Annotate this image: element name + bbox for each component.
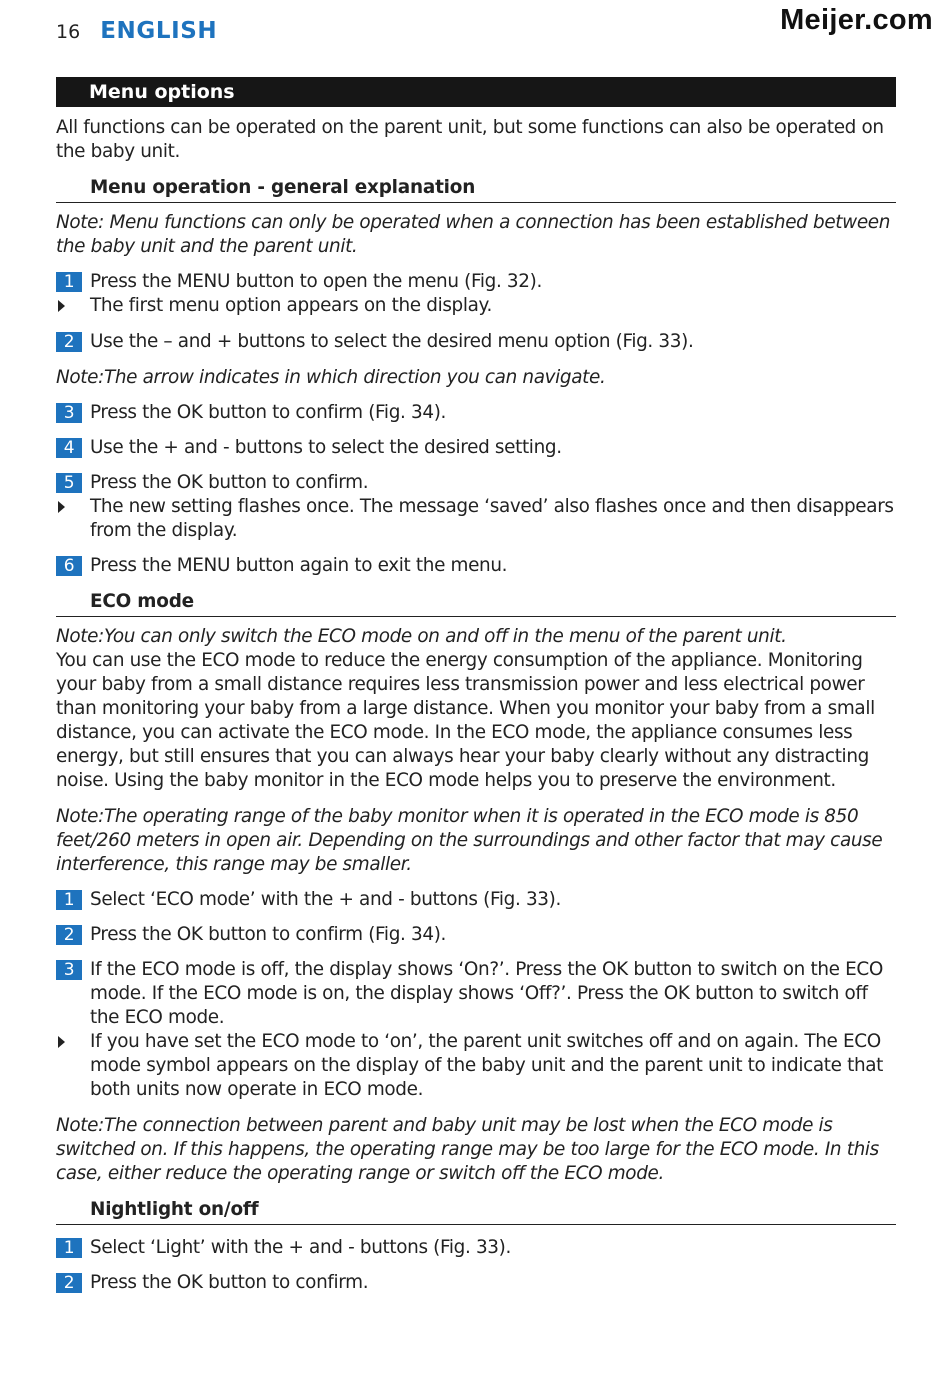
result-arrow-icon — [58, 1036, 65, 1048]
heading-menu-operation: Menu operation - general explanation — [56, 176, 896, 203]
note-menu-connection: Note: Menu functions can only be operated when a connection has been established between the baby unit and the parent unit. — [56, 212, 891, 257]
menu-step-1-result — [56, 294, 896, 319]
step-number-badge: 4 — [56, 438, 82, 458]
eco-step-2 — [56, 923, 896, 947]
step-text: Press the OK button to confirm. — [90, 1272, 369, 1293]
step-number-badge: 1 — [56, 272, 82, 292]
step-text: Press the OK button to confirm (Fig. 34). — [90, 924, 447, 945]
result-text: The new setting flashes once. The message ‘saved’ also flashes once and then disappears from the display. — [90, 496, 894, 541]
note-eco-parent-unit: Note:You can only switch the ECO mode on and off in the menu of the parent unit. — [56, 626, 787, 647]
note-eco-range: Note:The operating range of the baby monitor when it is operated in the ECO mode is 850 feet/260 meters in open air. Depending on the surroundings and other factor that may cause interference, this range may be smaller. — [56, 806, 883, 875]
step-text: Press the OK button to confirm (Fig. 34). — [90, 402, 447, 423]
note-eco-connection: Note:The connection between parent and baby unit may be lost when the ECO mode is switched on. If this happens, the operating range may be too large for the ECO mode. In this case, either reduce the operating range or switch off the ECO mode. — [56, 1115, 879, 1184]
document-body — [56, 77, 896, 1295]
result-text: If you have set the ECO mode to ‘on’, the parent unit switches off and on again. The ECO mode symbol appears on the display of the baby unit and the parent unit to indicate that both units now operate in ECO mode. — [90, 1031, 884, 1100]
step-text: Use the + and - buttons to select the desired setting. — [90, 437, 562, 458]
step-number-badge: 2 — [56, 925, 82, 945]
step-text: Press the MENU button to open the menu (Fig. 32). — [90, 271, 542, 292]
intro-paragraph: All functions can be operated on the parent unit, but some functions can also be operated on the baby unit. — [56, 117, 884, 162]
step-text: Select ‘ECO mode’ with the + and - buttons (Fig. 33). — [90, 889, 561, 910]
heading-nightlight: Nightlight on/off — [56, 1198, 896, 1225]
eco-step-3 — [56, 958, 896, 1030]
eco-step-1 — [56, 888, 896, 912]
step-text: Select ‘Light’ with the + and - buttons (Fig. 33). — [90, 1237, 511, 1258]
eco-description: You can use the ECO mode to reduce the energy consumption of the appliance. Monitoring your baby from a small distance requires less transmission power and less electrical power than monitoring your baby from a large distance. When you monitor your baby from a small distance, you can activate the ECO mode. In the ECO mode, the appliance consumes less energy, but still ensures that you can always hear your baby clearly without any distracting noise. Using the baby monitor in the ECO mode helps you to preserve the environment. — [56, 650, 875, 791]
step-number-badge: 5 — [56, 473, 82, 493]
result-text: The first menu option appears on the display. — [90, 295, 492, 316]
step-text: Press the OK button to confirm. — [90, 472, 369, 493]
language-label: ENGLISH — [100, 18, 218, 44]
section-title-bar: Menu options — [56, 77, 896, 107]
menu-step-4 — [56, 436, 896, 460]
menu-step-6 — [56, 554, 896, 578]
step-number-badge: 2 — [56, 332, 82, 352]
step-text: Use the – and + buttons to select the desired menu option (Fig. 33). — [90, 331, 694, 352]
step-number-badge: 3 — [56, 403, 82, 423]
nightlight-step-1 — [56, 1236, 896, 1260]
step-number-badge: 3 — [56, 960, 82, 980]
page-header — [56, 18, 217, 44]
step-number-badge: 2 — [56, 1273, 82, 1293]
menu-step-3 — [56, 401, 896, 425]
step-number-badge: 6 — [56, 556, 82, 576]
step-text: Press the MENU button again to exit the menu. — [90, 555, 508, 576]
nightlight-step-2 — [56, 1271, 896, 1295]
page-number: 16 — [56, 21, 81, 43]
result-arrow-icon — [58, 501, 65, 513]
watermark-logo: Meijer.com — [780, 4, 933, 36]
menu-step-5-result — [56, 495, 896, 543]
step-number-badge: 1 — [56, 1238, 82, 1258]
menu-step-5 — [56, 471, 896, 495]
step-number-badge: 1 — [56, 890, 82, 910]
result-arrow-icon — [58, 300, 65, 312]
note-arrow-navigation: Note:The arrow indicates in which direction you can navigate. — [56, 367, 606, 388]
heading-eco-mode: ECO mode — [56, 590, 896, 617]
step-text: If the ECO mode is off, the display shows ‘On?’. Press the OK button to switch on the ECO mode. If the ECO mode is on, the display shows ‘Off?’. Press the OK button to switch off the ECO mode. — [90, 959, 883, 1028]
menu-step-2 — [56, 330, 896, 354]
menu-step-1 — [56, 270, 896, 294]
eco-step-3-result — [56, 1030, 896, 1102]
